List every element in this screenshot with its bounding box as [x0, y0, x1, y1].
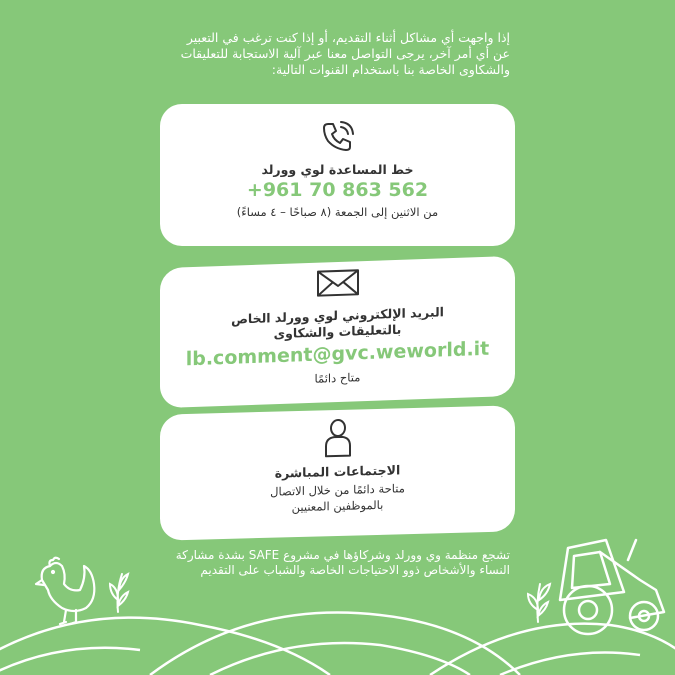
intro-paragraph: إذا واجهت أي مشاكل أثناء التقديم، أو إذا كنت ترغب في التعبير عن أي أمر آخر، يرجى التواصل معنا عبر آلية الاستجابة للتعليقات والشكاوى الخاصة بنا باستخدام القنوات التالية:: [180, 30, 510, 77]
plant-icon-right: [528, 584, 550, 622]
meetings-card: [160, 405, 515, 540]
encouragement-paragraph: [150, 548, 510, 578]
plant-icon: [110, 574, 128, 612]
helpline-card: [160, 104, 515, 246]
phone-icon: [319, 118, 357, 156]
hill-left-inner: [0, 648, 140, 675]
email-availability: متاح دائمًا: [314, 370, 361, 386]
helpline-hours: من الاثنين إلى الجمعة (٨ صباحًا – ٤ مساءً): [236, 205, 439, 219]
email-address[interactable]: lb.comment@gvc.weworld.it: [185, 337, 490, 371]
encouragement-text-after: بشدة مشاركة النساء والأشخاص ذوو الاحتياجات الخاصة والشباب على التقديم: [175, 548, 510, 577]
person-icon: [323, 418, 353, 459]
hill-right-inner: [500, 653, 640, 675]
meetings-line2: بالموظفين المعنيين: [291, 497, 384, 515]
envelope-icon: [316, 267, 360, 299]
safe-project-label: SAFE: [248, 548, 280, 562]
helpline-number[interactable]: +961 70 863 562: [246, 179, 429, 201]
hill-right: [430, 624, 675, 675]
helpline-title: خط المساعدة لوي وورلد: [261, 162, 414, 177]
encouragement-text-before: تشجع منظمة وي وورلد وشركاؤها في مشروع: [283, 548, 510, 562]
email-card: [160, 256, 515, 408]
email-title-line1: البريد الإلكتروني لوي وورلد الخاص: [231, 304, 444, 327]
email-title-line2: بالتعليقات والشكاوى: [273, 321, 402, 342]
chicken-icon: [36, 558, 94, 624]
tractor-icon: [560, 540, 664, 634]
meetings-line1: متاحة دائمًا من خلال الاتصال: [270, 481, 405, 499]
meetings-title: الاجتماعات المباشرة: [274, 462, 401, 481]
hill-left: [0, 618, 330, 675]
hill-middle-inner: [210, 643, 470, 675]
